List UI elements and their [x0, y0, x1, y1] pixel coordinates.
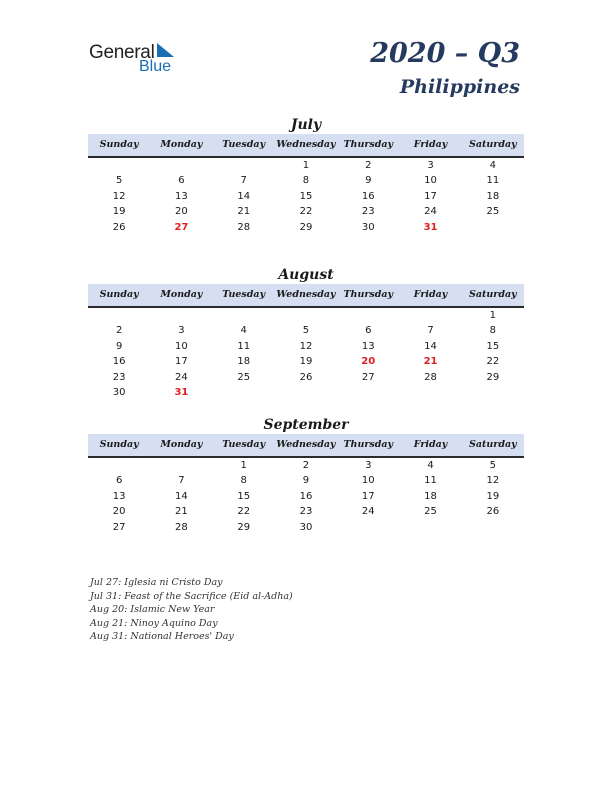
day-cell: 30 [112, 386, 126, 398]
day-cell: 30 [361, 221, 375, 233]
day-cell: 29 [237, 521, 251, 533]
month-title: July [290, 117, 322, 133]
weekday-label: Friday [413, 139, 448, 150]
weekday-label: Friday [413, 289, 448, 300]
month-july [88, 116, 524, 235]
day-cell: 4 [240, 325, 247, 337]
weekday-label: Tuesday [222, 289, 266, 300]
weekday-header [88, 434, 524, 458]
week-row [88, 323, 524, 338]
day-cell: 12 [299, 340, 313, 352]
day-cell: 10 [175, 340, 188, 352]
day-cell: 7 [427, 325, 434, 337]
weekday-label: Monday [160, 139, 203, 150]
holiday-note: Aug 31: National Heroes' Day [90, 631, 234, 643]
day-cell: 9 [115, 340, 123, 352]
day-cell [337, 385, 399, 400]
week-row [88, 173, 524, 188]
day-cell [275, 308, 337, 323]
month-august [88, 266, 524, 400]
day-cell: 28 [424, 371, 437, 383]
day-cell: 26 [486, 506, 500, 518]
holiday-notes [90, 576, 293, 644]
week-row [88, 158, 524, 173]
day-cell: 16 [112, 356, 126, 368]
weekday-label: Thursday [343, 289, 394, 300]
week-row [88, 520, 524, 535]
day-cell: 9 [302, 475, 310, 487]
day-cell: 16 [361, 190, 375, 202]
month-title: September [263, 417, 349, 433]
day-cell: 4 [427, 460, 434, 471]
day-cell: 22 [237, 506, 251, 518]
day-cell: 18 [486, 190, 500, 202]
day-cell: 6 [365, 325, 372, 337]
day-cell: 18 [237, 356, 251, 368]
weekday-label: Tuesday [222, 139, 266, 150]
day-cell [399, 385, 461, 400]
day-cell: 7 [240, 175, 247, 187]
weekday-label: Thursday [343, 139, 394, 150]
page-subtitle: Philippines [399, 76, 520, 98]
day-cell [213, 385, 275, 400]
day-cell: 26 [112, 221, 126, 233]
day-cell: 24 [424, 206, 437, 218]
weekday-label: Saturday [469, 139, 517, 150]
day-cell: 10 [361, 475, 375, 487]
weekday-label: Tuesday [222, 439, 266, 450]
day-cell: 6 [115, 475, 123, 487]
day-cell: 20 [112, 506, 126, 518]
logo-general-text: General [89, 42, 155, 63]
day-cell: 11 [237, 340, 251, 352]
day-cell: 11 [486, 175, 500, 187]
day-cell: 28 [175, 521, 188, 533]
holiday-note: Jul 27: Iglesia ni Cristo Day [90, 577, 223, 588]
day-cell: 5 [115, 175, 123, 187]
day-cell: 25 [424, 506, 437, 518]
weekday-label: Wednesday [276, 439, 336, 450]
day-cell [150, 458, 212, 473]
weekday-label: Monday [160, 439, 203, 450]
day-cell: 25 [486, 206, 500, 218]
day-cell: 6 [178, 175, 185, 187]
day-cell: 1 [489, 310, 497, 321]
day-cell [399, 520, 461, 535]
day-cell: 15 [237, 490, 251, 502]
day-cell: 2 [365, 160, 372, 171]
day-cell: 17 [361, 490, 375, 502]
day-cell [337, 308, 399, 323]
day-cell: 16 [299, 490, 313, 502]
day-cell: 13 [361, 340, 375, 352]
day-cell: 23 [361, 206, 375, 218]
logo-triangle-icon [157, 43, 174, 57]
day-cell: 10 [424, 175, 437, 187]
weekday-label: Saturday [469, 439, 517, 450]
day-cell: 8 [302, 175, 310, 187]
day-cell [213, 158, 275, 173]
day-cell [337, 520, 399, 535]
day-cell: 23 [112, 371, 126, 383]
holiday-note: Jul 31: Feast of the Sacrifice (Eid al-Adha) [90, 590, 293, 602]
day-cell: 15 [299, 190, 313, 202]
day-cell: 7 [178, 475, 185, 487]
day-cell: 21 [237, 206, 251, 218]
day-cell: 14 [175, 490, 188, 502]
day-cell: 22 [299, 206, 313, 218]
day-cell: 8 [489, 325, 497, 337]
day-cell [88, 458, 150, 473]
day-cell: 4 [489, 160, 497, 171]
weekday-label: Sunday [99, 139, 139, 150]
day-cell: 19 [299, 356, 313, 368]
day-cell: 14 [237, 190, 251, 202]
month-september [88, 416, 524, 535]
day-cell: 2 [115, 325, 123, 337]
holiday-date: 21 [423, 356, 438, 368]
day-cell: 27 [361, 371, 375, 383]
day-cell: 19 [486, 490, 500, 502]
day-cell: 25 [237, 371, 251, 383]
day-cell: 13 [175, 190, 188, 202]
page-title: 2020 – Q3 [370, 38, 520, 69]
day-cell [213, 308, 275, 323]
day-cell: 9 [365, 175, 372, 187]
week-row [88, 370, 524, 385]
week-row [88, 354, 524, 369]
day-cell: 18 [424, 490, 437, 502]
day-cell: 24 [361, 506, 375, 518]
weekday-label: Wednesday [276, 289, 336, 300]
day-cell [150, 308, 212, 323]
day-cell: 30 [299, 521, 313, 533]
day-cell [462, 220, 524, 235]
logo-blue-text: Blue [139, 58, 172, 75]
weekday-label: Wednesday [276, 139, 336, 150]
weekday-label: Saturday [469, 289, 517, 300]
holiday-date: 31 [423, 221, 438, 233]
day-cell: 19 [112, 206, 126, 218]
day-cell: 17 [424, 190, 437, 202]
holiday-date: 20 [361, 356, 376, 368]
weekday-label: Sunday [99, 289, 139, 300]
day-cell: 11 [424, 475, 437, 487]
holiday-date: 31 [174, 386, 189, 398]
day-cell: 14 [424, 340, 437, 352]
holiday-note: Aug 20: Islamic New Year [90, 604, 215, 616]
day-cell: 22 [486, 356, 500, 368]
day-cell: 5 [489, 460, 497, 471]
day-cell: 1 [240, 460, 247, 471]
day-cell: 3 [365, 460, 372, 471]
day-cell: 20 [175, 206, 188, 218]
holiday-note: Aug 21: Ninoy Aquino Day [90, 617, 218, 629]
generalblue-logo [89, 40, 189, 80]
week-row [88, 204, 524, 219]
day-cell: 1 [302, 160, 310, 171]
day-cell: 15 [486, 340, 500, 352]
day-cell: 27 [112, 521, 126, 533]
week-row [88, 385, 524, 400]
day-cell: 5 [302, 325, 310, 337]
week-row [88, 189, 524, 204]
week-row [88, 489, 524, 504]
day-cell: 3 [427, 160, 434, 171]
day-cell: 12 [486, 475, 500, 487]
week-row [88, 220, 524, 235]
day-cell: 26 [299, 371, 313, 383]
weekday-label: Monday [160, 289, 203, 300]
day-cell: 17 [175, 356, 188, 368]
day-cell: 29 [486, 371, 500, 383]
week-row [88, 339, 524, 354]
holiday-date: 27 [174, 221, 189, 233]
day-cell: 13 [112, 490, 126, 502]
day-cell [275, 385, 337, 400]
day-cell [462, 520, 524, 535]
day-cell: 24 [175, 371, 188, 383]
day-cell: 29 [299, 221, 313, 233]
day-cell: 3 [178, 325, 185, 337]
day-cell: 23 [299, 506, 313, 518]
weekday-label: Thursday [343, 439, 394, 450]
day-cell: 21 [175, 506, 188, 518]
day-cell [399, 308, 461, 323]
weekday-label: Sunday [99, 439, 139, 450]
weekday-header [88, 134, 524, 158]
day-cell [88, 158, 150, 173]
day-cell: 28 [237, 221, 251, 233]
day-cell [88, 308, 150, 323]
day-cell: 12 [112, 190, 126, 202]
month-title: August [278, 267, 334, 283]
day-cell [462, 385, 524, 400]
day-cell [150, 158, 212, 173]
week-row [88, 458, 524, 473]
weekday-label: Friday [413, 439, 448, 450]
day-cell: 2 [302, 460, 310, 471]
week-row [88, 308, 524, 323]
week-row [88, 504, 524, 519]
week-row [88, 473, 524, 488]
day-cell: 8 [240, 475, 247, 487]
weekday-header [88, 284, 524, 308]
